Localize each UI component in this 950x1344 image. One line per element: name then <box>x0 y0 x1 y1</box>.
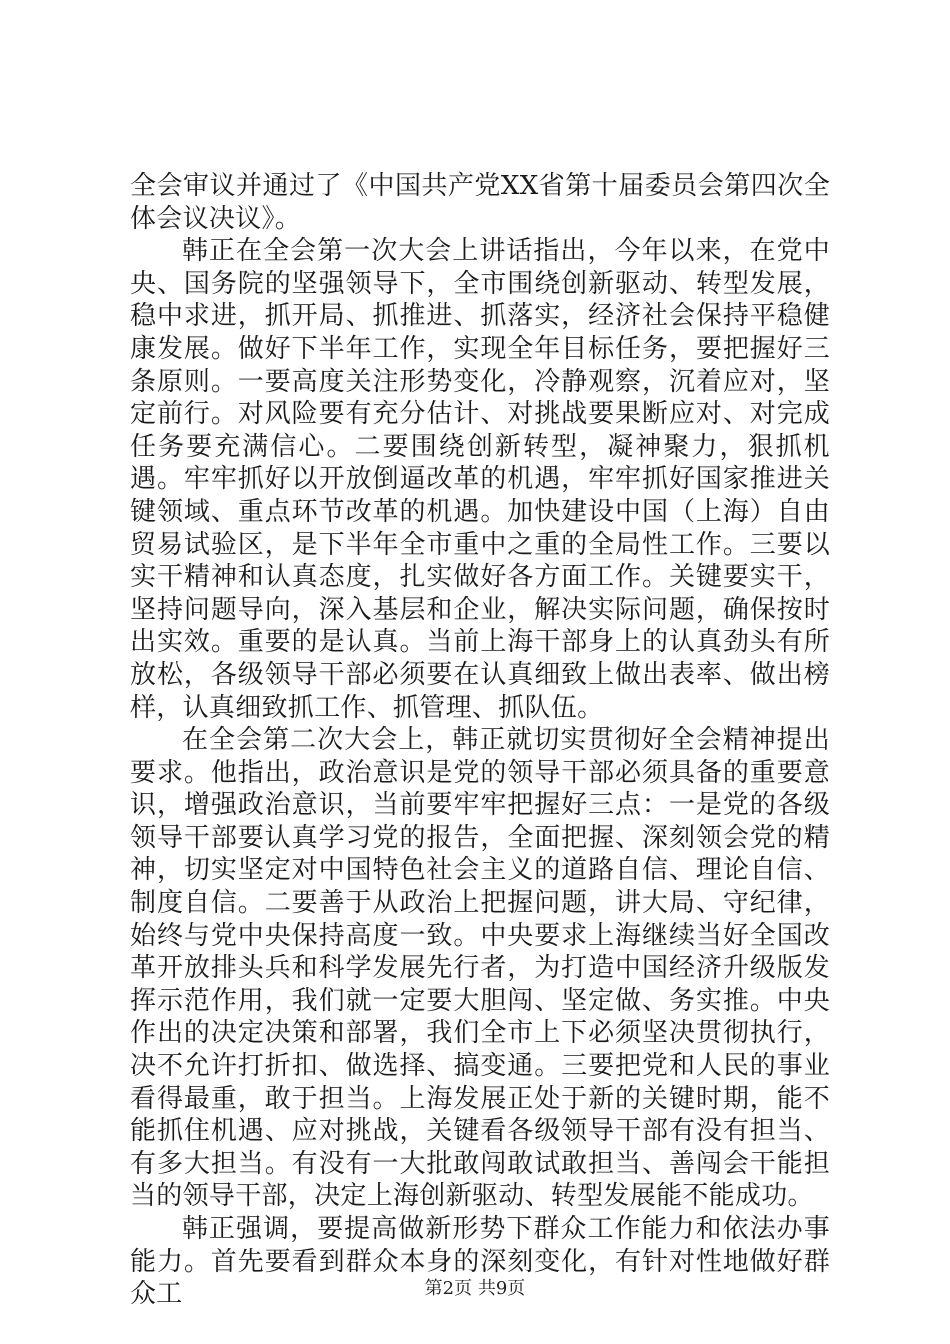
document-body <box>130 170 830 1311</box>
paragraph-3: 在全会第二次大会上，韩正就切实贯彻好全会精神提出要求。他指出，政治意识是党的领导干部必须具备的重要意识，增强政治意识，当前要牢牢把握好三点：一是党的各级领导干部要认真学习党的报告，全面把握、深刻领会党的精神，切实坚定对中国特色社会主义的道路自信、理论自信、制度自信。二要善于从政治上把握问题，讲大局、守纪律，始终与党中央保持高度一致。中央要求上海继续当好全国改革开放排头兵和科学发展先行者，为打造中国经济升级版发挥示范作用，我们就一定要大胆闯、坚定做、务实推。中央作出的决定决策和部署，我们全市上下必须坚决贯彻执行，决不允许打折扣、做选择、搞变通。三要把党和人民的事业看得最重，敢于担当。上海发展正处于新的关键时期，能不能抓住机遇、应对挑战，关键看各级领导干部有没有担当、有多大担当。有没有一大批敢闯敢试敢担当、善闯会干能担当的领导干部，决定上海创新驱动、转型发展能不能成功。 <box>130 725 830 1212</box>
paragraph-2: 韩正在全会第一次大会上讲话指出，今年以来，在党中央、国务院的坚强领导下，全市围绕创新驱动、转型发展，稳中求进，抓开局、抓推进、抓落实，经济社会保持平稳健康发展。做好下半年工作，实现全年目标任务，要把握好三条原则。一要高度关注形势变化，冷静观察，沉着应对，坚定前行。对风险要有充分估计、对挑战要果断应对、对完成任务要充满信心。二要围绕创新转型，凝神聚力，狠抓机遇。牢牢抓好以开放倒逼改革的机遇，牢牢抓好国家推进关键领域、重点环节改革的机遇。加快建设中国（上海）自由贸易试验区，是下半年全市重中之重的全局性工作。三要以实干精神和认真态度，扎实做好各方面工作。关键要实干，坚持问题导向，深入基层和企业，解决实际问题，确保按时出实效。重要的是认真。当前上海干部身上的认真劲头有所放松，各级领导干部必须要在认真细致上做出表率、做出榜样，认真细致抓工作、抓管理、抓队伍。 <box>130 236 830 723</box>
paragraph-4: 韩正强调，要提高做新形势下群众工作能力和依法办事能力。首先要看到群众本身的深刻变化，有针对性地做好群众工 <box>130 1214 830 1310</box>
paragraph-1: 全会审议并通过了《中国共产党XX省第十届委员会第四次全体会议决议》。 <box>130 171 830 234</box>
page-number-footer: 第2页 共9页 <box>424 1278 526 1299</box>
